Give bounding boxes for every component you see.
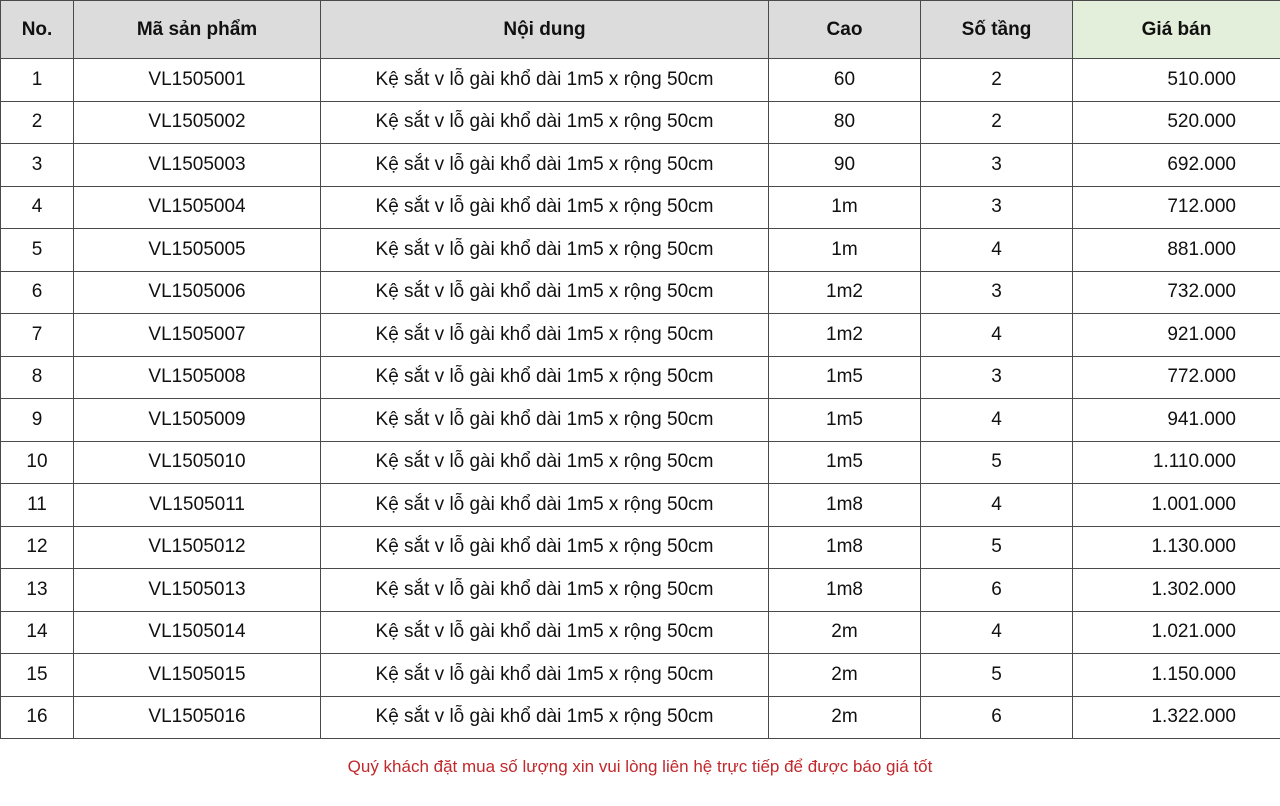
cell-levels: 4	[921, 611, 1073, 654]
cell-no: 2	[1, 101, 74, 144]
cell-height: 1m2	[769, 314, 921, 357]
cell-content: Kệ sắt v lỗ gài khổ dài 1m5 x rộng 50cm	[321, 399, 769, 442]
cell-height: 1m5	[769, 441, 921, 484]
cell-levels: 4	[921, 229, 1073, 272]
table-row	[1, 654, 1280, 697]
table-row	[1, 611, 1280, 654]
cell-levels: 5	[921, 654, 1073, 697]
cell-levels: 3	[921, 144, 1073, 187]
cell-price: 921.000	[1073, 314, 1280, 357]
table-row	[1, 569, 1280, 612]
cell-product-code: VL1505011	[74, 484, 321, 527]
cell-height: 1m5	[769, 399, 921, 442]
cell-product-code: VL1505013	[74, 569, 321, 612]
cell-price: 1.001.000	[1073, 484, 1280, 527]
table-row	[1, 101, 1280, 144]
cell-levels: 6	[921, 569, 1073, 612]
cell-height: 1m	[769, 229, 921, 272]
cell-price: 1.130.000	[1073, 526, 1280, 569]
cell-no: 4	[1, 186, 74, 229]
cell-product-code: VL1505009	[74, 399, 321, 442]
table-row	[1, 271, 1280, 314]
cell-levels: 6	[921, 696, 1073, 739]
table-row	[1, 144, 1280, 187]
cell-no: 12	[1, 526, 74, 569]
cell-content: Kệ sắt v lỗ gài khổ dài 1m5 x rộng 50cm	[321, 654, 769, 697]
table-row	[1, 59, 1280, 102]
cell-no: 6	[1, 271, 74, 314]
cell-content: Kệ sắt v lỗ gài khổ dài 1m5 x rộng 50cm	[321, 314, 769, 357]
table-row	[1, 229, 1280, 272]
cell-content: Kệ sắt v lỗ gài khổ dài 1m5 x rộng 50cm	[321, 569, 769, 612]
header-levels: Số tầng	[921, 1, 1073, 59]
cell-no: 13	[1, 569, 74, 612]
header-height: Cao	[769, 1, 921, 59]
cell-no: 16	[1, 696, 74, 739]
cell-content: Kệ sắt v lỗ gài khổ dài 1m5 x rộng 50cm	[321, 271, 769, 314]
cell-levels: 4	[921, 314, 1073, 357]
cell-height: 1m8	[769, 569, 921, 612]
header-no: No.	[1, 1, 74, 59]
cell-content: Kệ sắt v lỗ gài khổ dài 1m5 x rộng 50cm	[321, 186, 769, 229]
cell-no: 10	[1, 441, 74, 484]
cell-no: 14	[1, 611, 74, 654]
cell-height: 2m	[769, 654, 921, 697]
cell-height: 1m5	[769, 356, 921, 399]
cell-levels: 4	[921, 484, 1073, 527]
cell-no: 11	[1, 484, 74, 527]
cell-levels: 5	[921, 441, 1073, 484]
cell-price: 732.000	[1073, 271, 1280, 314]
header-price: Giá bán	[1073, 1, 1280, 59]
header-row	[1, 1, 1280, 59]
cell-product-code: VL1505015	[74, 654, 321, 697]
cell-product-code: VL1505010	[74, 441, 321, 484]
header-content: Nội dung	[321, 1, 769, 59]
cell-content: Kệ sắt v lỗ gài khổ dài 1m5 x rộng 50cm	[321, 696, 769, 739]
cell-product-code: VL1505002	[74, 101, 321, 144]
cell-no: 1	[1, 59, 74, 102]
cell-height: 2m	[769, 696, 921, 739]
table-row	[1, 696, 1280, 739]
cell-product-code: VL1505003	[74, 144, 321, 187]
table-header	[1, 1, 1280, 59]
cell-no: 8	[1, 356, 74, 399]
cell-price: 1.322.000	[1073, 696, 1280, 739]
cell-price: 1.150.000	[1073, 654, 1280, 697]
cell-content: Kệ sắt v lỗ gài khổ dài 1m5 x rộng 50cm	[321, 484, 769, 527]
cell-levels: 2	[921, 59, 1073, 102]
cell-price: 712.000	[1073, 186, 1280, 229]
cell-height: 1m8	[769, 526, 921, 569]
cell-no: 7	[1, 314, 74, 357]
cell-price: 1.302.000	[1073, 569, 1280, 612]
cell-product-code: VL1505001	[74, 59, 321, 102]
table-row	[1, 526, 1280, 569]
cell-price: 692.000	[1073, 144, 1280, 187]
cell-content: Kệ sắt v lỗ gài khổ dài 1m5 x rộng 50cm	[321, 441, 769, 484]
cell-price: 941.000	[1073, 399, 1280, 442]
cell-levels: 3	[921, 356, 1073, 399]
header-product-code: Mã sản phẩm	[74, 1, 321, 59]
cell-height: 90	[769, 144, 921, 187]
cell-levels: 2	[921, 101, 1073, 144]
cell-no: 5	[1, 229, 74, 272]
table-row	[1, 314, 1280, 357]
cell-height: 2m	[769, 611, 921, 654]
cell-price: 881.000	[1073, 229, 1280, 272]
cell-no: 15	[1, 654, 74, 697]
cell-content: Kệ sắt v lỗ gài khổ dài 1m5 x rộng 50cm	[321, 611, 769, 654]
cell-levels: 3	[921, 271, 1073, 314]
cell-content: Kệ sắt v lỗ gài khổ dài 1m5 x rộng 50cm	[321, 526, 769, 569]
table-row	[1, 186, 1280, 229]
table-row	[1, 441, 1280, 484]
cell-height: 1m8	[769, 484, 921, 527]
cell-content: Kệ sắt v lỗ gài khổ dài 1m5 x rộng 50cm	[321, 356, 769, 399]
cell-price: 1.110.000	[1073, 441, 1280, 484]
cell-content: Kệ sắt v lỗ gài khổ dài 1m5 x rộng 50cm	[321, 59, 769, 102]
cell-levels: 5	[921, 526, 1073, 569]
cell-no: 9	[1, 399, 74, 442]
cell-product-code: VL1505014	[74, 611, 321, 654]
table-row	[1, 399, 1280, 442]
cell-price: 510.000	[1073, 59, 1280, 102]
cell-price: 520.000	[1073, 101, 1280, 144]
contact-note: Quý khách đặt mua số lượng xin vui lòng liên hệ trực tiếp để được báo giá tốt	[347, 757, 933, 776]
cell-height: 1m2	[769, 271, 921, 314]
cell-price: 772.000	[1073, 356, 1280, 399]
cell-height: 80	[769, 101, 921, 144]
cell-levels: 3	[921, 186, 1073, 229]
table-row	[1, 484, 1280, 527]
cell-content: Kệ sắt v lỗ gài khổ dài 1m5 x rộng 50cm	[321, 144, 769, 187]
cell-product-code: VL1505004	[74, 186, 321, 229]
cell-levels: 4	[921, 399, 1073, 442]
cell-product-code: VL1505016	[74, 696, 321, 739]
cell-height: 1m	[769, 186, 921, 229]
cell-product-code: VL1505012	[74, 526, 321, 569]
cell-height: 60	[769, 59, 921, 102]
cell-content: Kệ sắt v lỗ gài khổ dài 1m5 x rộng 50cm	[321, 101, 769, 144]
cell-product-code: VL1505005	[74, 229, 321, 272]
table-body	[1, 59, 1280, 739]
cell-product-code: VL1505007	[74, 314, 321, 357]
cell-content: Kệ sắt v lỗ gài khổ dài 1m5 x rộng 50cm	[321, 229, 769, 272]
cell-product-code: VL1505006	[74, 271, 321, 314]
cell-no: 3	[1, 144, 74, 187]
cell-product-code: VL1505008	[74, 356, 321, 399]
table-row	[1, 356, 1280, 399]
cell-price: 1.021.000	[1073, 611, 1280, 654]
